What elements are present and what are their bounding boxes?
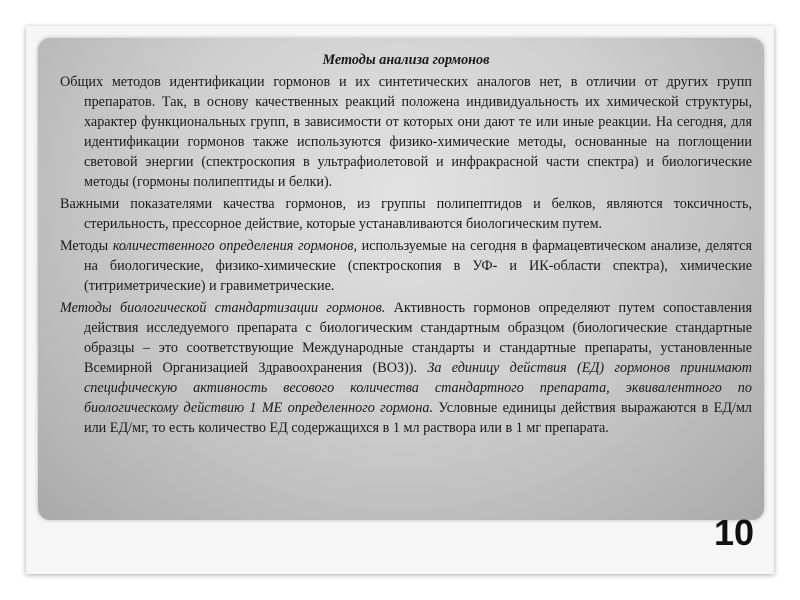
paragraph-biological-text-2: Условные единицы действия выражаются в ЕД/мл или ЕД/мг, то есть количество ЕД содержащихся в 1 мл раствора или в 1 мг препарата. bbox=[84, 400, 752, 436]
paragraph-biological-text-1: Активность гормонов определяют путем сопоставления действия исследуемого препарата с биологическим стандартным образцом (биологические стандартные образцы – это соответствующие Международные стандарты и стандартные препараты, установленные Всемирной Организацией Здравоохранения (ВОЗ)). bbox=[84, 300, 752, 376]
paragraph-biological-definition: За единицу действия (ЕД) гормонов принимают специфическую активность весового количества стандартного препарата, эквивалентного по биологическому действию 1 МЕ определенного гормона. bbox=[84, 360, 752, 416]
page-number: 10 bbox=[713, 512, 754, 553]
paragraph-identification: Общих методов идентификации гормонов и их синтетических аналогов нет, в отличии от других групп препаратов. Так, в основу качественных реакций положена индивидуальность их химической структуры, характер функциональных групп, в зависимости от которых они дают те или иные реакции. На сегодня, для идентификации гормонов также используются физико-химические методы, основанные на поглощении световой энергии (спектроскопия в ультрафиолетовой и инфракрасной части спектра) и биологические методы (гормоны полипептиды и белки). bbox=[60, 74, 752, 190]
paragraph-biological-standardization bbox=[60, 298, 752, 438]
paragraph-quantitative-text: используемые на сегодня в фармацевтическом анализе, делятся на биологические, физико-химические (спектроскопия в УФ- и ИК-области спектра), химические (титриметрические) и гравиметрические. bbox=[84, 238, 752, 294]
paragraph-quantitative-lead: Методы bbox=[60, 238, 113, 254]
slide-title: Методы анализа гормонов bbox=[322, 52, 490, 68]
slide-text-area bbox=[60, 50, 752, 440]
paragraph-quality-indicators: Важными показателями качества гормонов, из группы полипептидов и белков, являются токсичность, стерильность, прессорное действие, которые устанавливаются биологическим путем. bbox=[60, 196, 752, 232]
paragraph-quantitative-term: количественного определения гормонов, bbox=[112, 238, 357, 254]
paragraph-quantitative-methods bbox=[60, 236, 752, 296]
paragraph-biological-term: Методы биологической стандартизации гормонов. bbox=[60, 300, 386, 316]
